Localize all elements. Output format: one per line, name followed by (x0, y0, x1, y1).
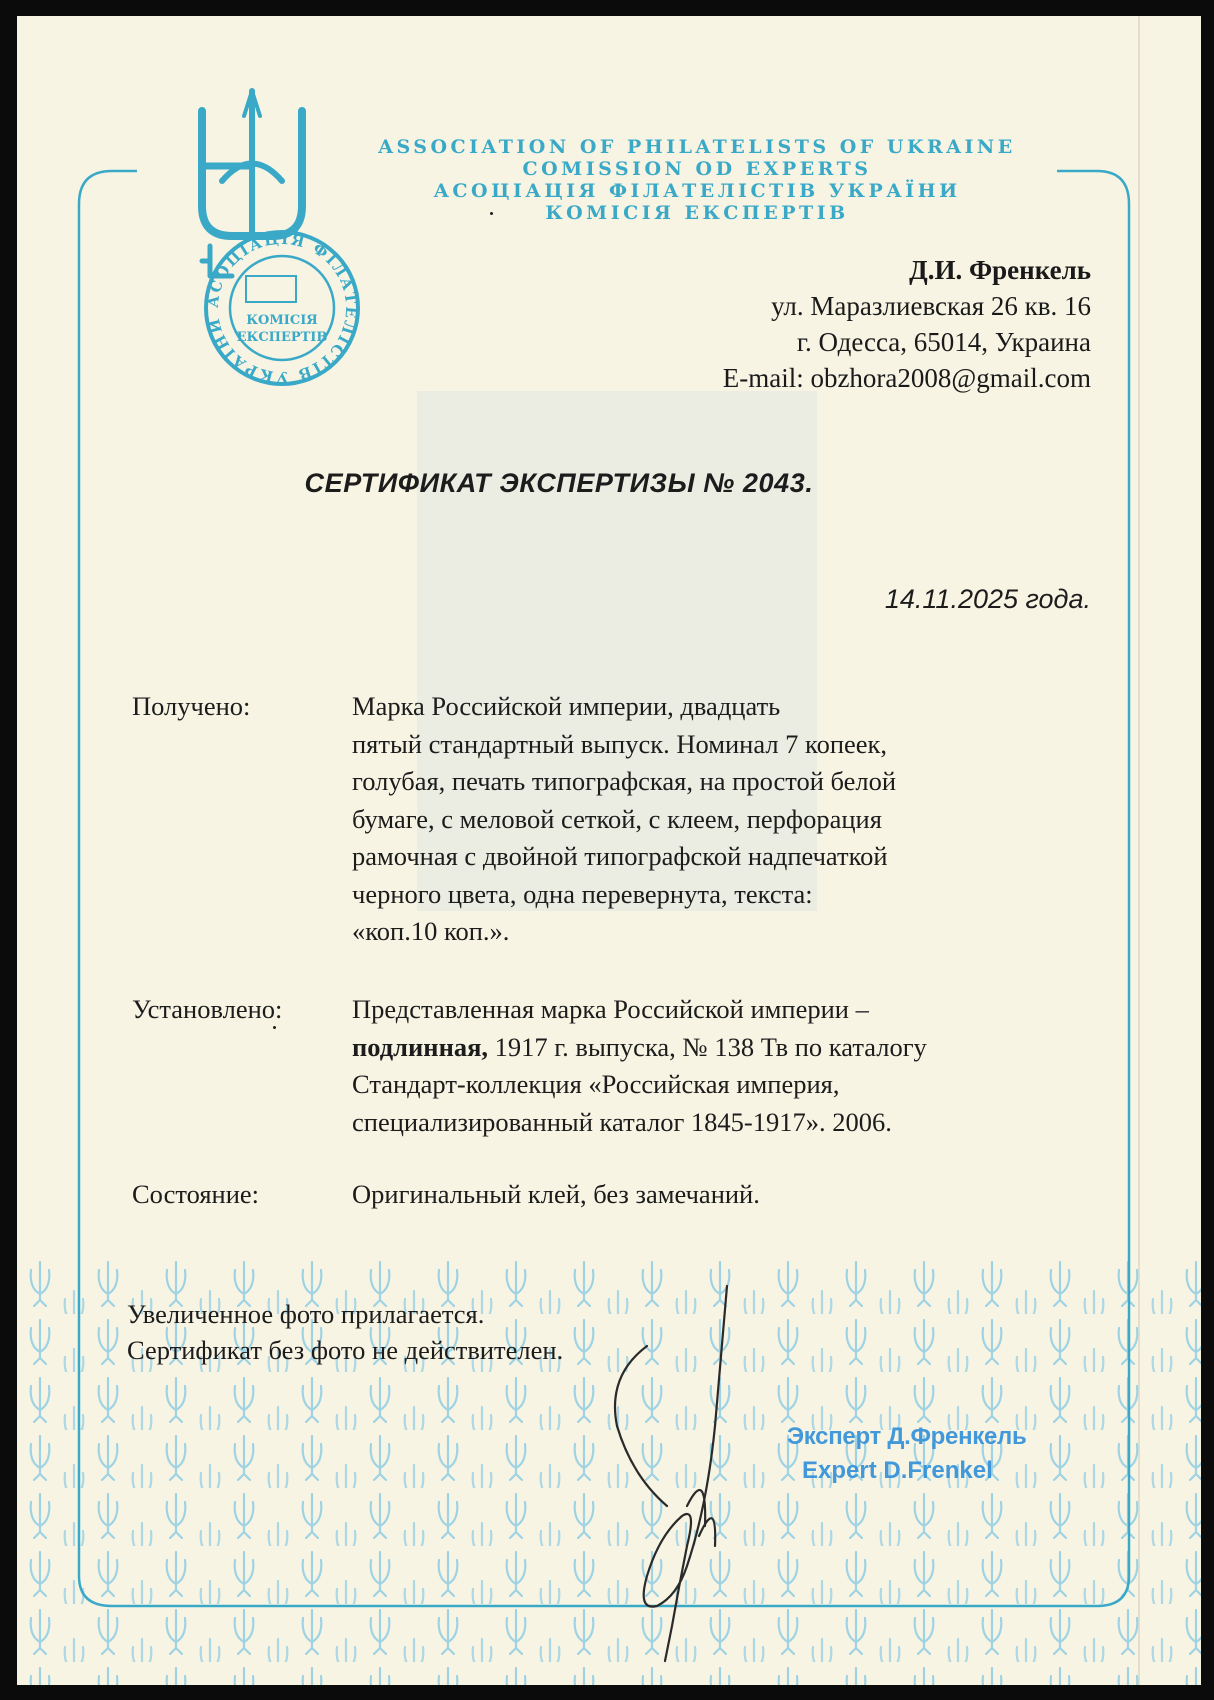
commission-line-en: COMISSION OD EXPERTS (522, 158, 872, 180)
established-line (352, 1029, 1072, 1067)
received-line: черного цвета, одна перевернута, текста: (352, 878, 813, 909)
received-text (352, 688, 1072, 951)
received-label: Получено: (132, 691, 251, 721)
association-line-en: ASSOCIATION OF PHILATELISTS OF UKRAINE (378, 136, 1016, 158)
expert-email: E-mail: obzhora2008@gmail.com (722, 363, 1091, 393)
established-text (352, 991, 1072, 1141)
expert-stamp (787, 1420, 1026, 1488)
association-heading (337, 136, 1057, 224)
seal-center-line1: КОМІСІЯ (246, 313, 318, 328)
expert-signature (587, 1266, 787, 1666)
received-line: рамочная с двойной типографской надпечаткой (352, 841, 888, 871)
certificate-sheet (17, 16, 1201, 1685)
certificate-title-text: СЕРТИФИКАТ ЭКСПЕРТИЗЫ № 2043. (304, 468, 814, 498)
stamp-line-ru: Эксперт Д.Френкель (787, 1423, 1027, 1450)
expert-name: Д.И. Френкель (909, 255, 1091, 285)
established-line-rest: 1917 г. выпуска, № 138 Тв по каталогу (488, 1031, 927, 1062)
received-line: голубая, печать типографская, на простой белой (352, 766, 897, 796)
ink-dot (273, 1026, 276, 1029)
stamp-line-en: Expert D.Frenkel (802, 1457, 993, 1484)
seal-center-line2: ЕКСПЕРТІВ (236, 330, 328, 345)
expert-street: ул. Маразлиевская 26 кв. 16 (771, 291, 1091, 321)
established-label: Установлено: (132, 994, 283, 1024)
condition-text: Оригинальный клей, без замечаний. (352, 1179, 760, 1209)
photo-attached-note: Увеличенное фото прилагается. (127, 1299, 485, 1329)
expert-city: г. Одесса, 65014, Украина (796, 327, 1091, 357)
authenticity-verdict: подлинная, (352, 1031, 489, 1062)
received-line: бумаге, с меловой сеткой, с клеем, перфорация (352, 803, 882, 834)
association-line-ua: АСОЦІАЦІЯ ФІЛАТЕЛІСТІВ УКРАЇНИ (433, 180, 961, 202)
received-line: «коп.10 коп.». (352, 916, 510, 946)
received-line: пятый стандартный выпуск. Номинал 7 копеек, (352, 728, 888, 759)
photo-required-note: Сертификат без фото не действителен. (127, 1335, 564, 1365)
received-line: Марка Российской империи, двадцать (352, 691, 781, 721)
established-line: Стандарт-коллекция «Российская империя, (352, 1069, 840, 1099)
commission-line-ua: КОМІСІЯ ЕКСПЕРТІВ (545, 202, 849, 224)
ink-dot (490, 212, 493, 215)
certificate-date: 14.11.2025 года. (884, 584, 1091, 614)
established-line: Представленная марка Российской империи – (352, 994, 869, 1024)
seal-ring-text: АСОЦІАЦІЯ ФІЛАТЕЛІСТІВ УКРАЇНИ (203, 229, 361, 387)
certificate-title (17, 468, 1201, 499)
condition-label: Состояние: (132, 1179, 260, 1209)
established-line: специализированный каталог 1845-1917». 2006. (352, 1106, 892, 1137)
footer-notes (127, 1296, 563, 1368)
expert-address-block (723, 252, 1091, 396)
